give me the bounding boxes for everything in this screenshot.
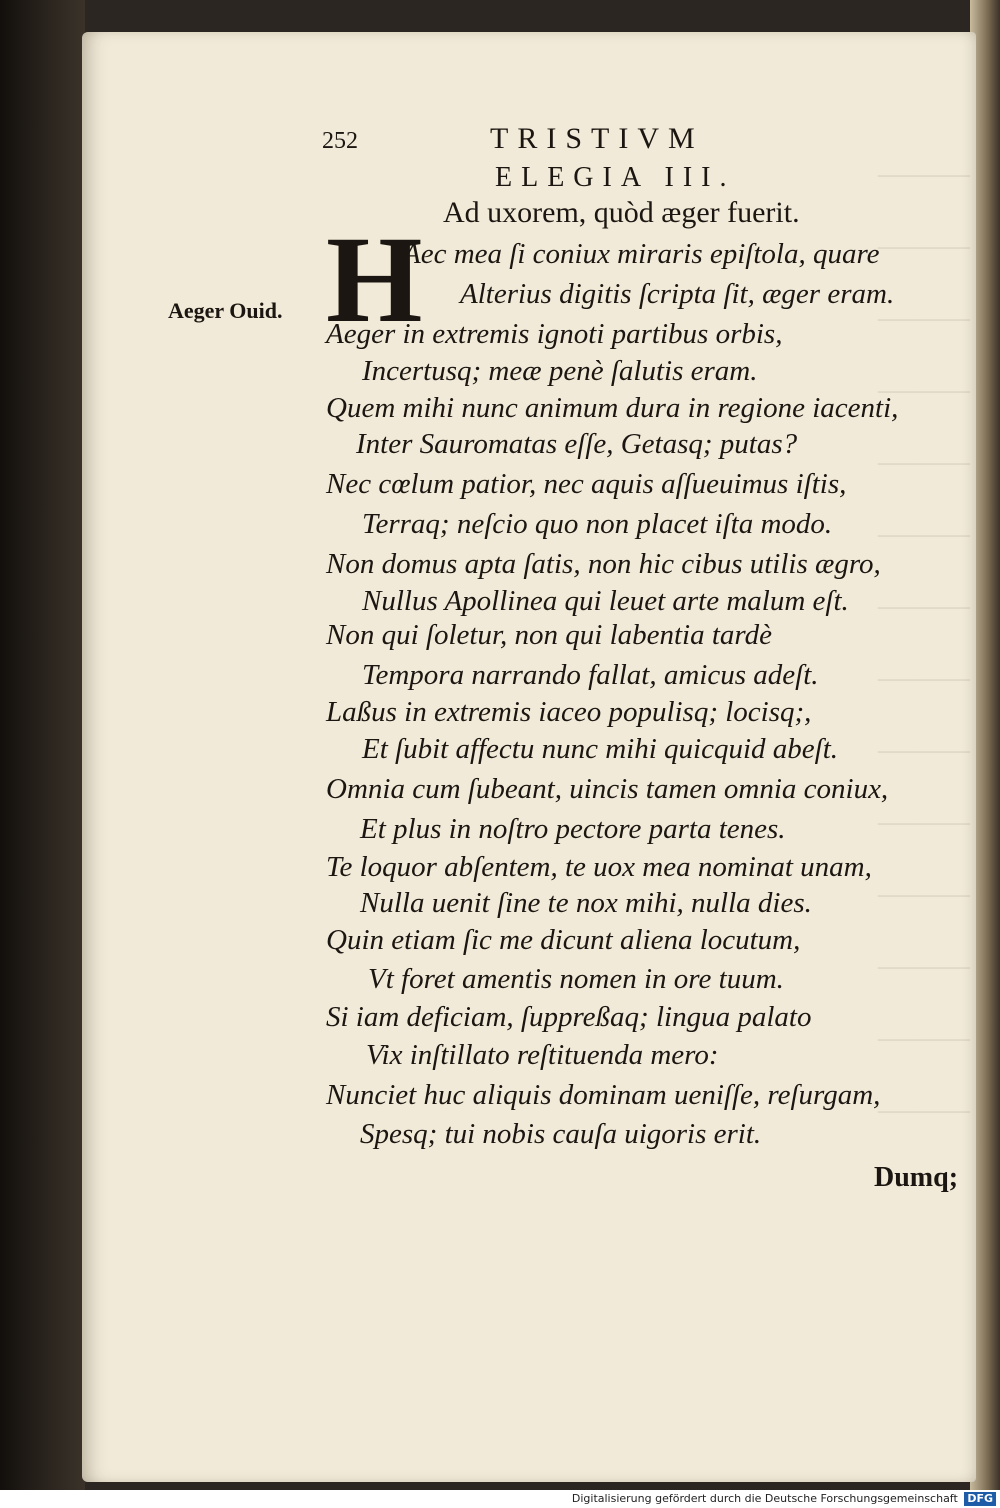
verse-line: Vt foret amentis nomen in ore tuum.	[368, 963, 784, 995]
digitization-footer	[0, 1490, 1000, 1508]
verse-line: Terraq; neſcio quo non placet iſta modo.	[362, 508, 833, 540]
verse-line: Nec cœlum patior, nec aquis aſſueuimus iſtis,	[326, 468, 847, 500]
verse-line: Omnia cum ſubeant, uincis tamen omnia coniux,	[326, 773, 889, 805]
verse-line: Quem mihi nunc animum dura in regione iacenti,	[326, 392, 899, 424]
verse-line: Quin etiam ſic me dicunt aliena locutum,	[326, 924, 801, 956]
elegy-heading: ELEGIA III.	[495, 162, 736, 193]
verse-line: Non qui ſoletur, non qui labentia tardè	[326, 619, 773, 651]
verse-line: Nullus Apollinea qui leuet arte malum eſt.	[362, 585, 849, 617]
book-spine	[0, 0, 85, 1490]
verse-line: Spesq; tui nobis cauſa uigoris erit.	[360, 1118, 762, 1150]
verse-line: Aec mea ſi coniux miraris epiſtola, quare	[403, 238, 880, 270]
marginal-note: Aeger Ouid.	[168, 298, 283, 323]
verse-line: Nunciet huc aliquis dominam ueniſſe, reſurgam,	[326, 1079, 881, 1111]
drop-cap: H	[326, 211, 423, 348]
verse-line: Laßus in extremis iaceo populisq; locisq;,	[326, 696, 812, 728]
dfg-logo: DFG	[964, 1492, 996, 1506]
running-head: TRISTIVM	[490, 122, 704, 155]
verse-line: Inter Sauromatas eſſe, Getasq; putas?	[356, 428, 798, 460]
verse-line: Vix inſtillato reſtituenda mero:	[366, 1039, 719, 1071]
verse-line: Alterius digitis ſcripta ſit, æger eram.	[460, 278, 895, 310]
verse-line: Si iam deficiam, ſuppreßaq; lingua palato	[326, 1001, 812, 1033]
verse-line: Et plus in noſtro pectore parta tenes.	[360, 813, 786, 845]
verse-line: Te loquor abſentem, te uox mea nominat unam,	[326, 851, 872, 883]
verse-line: Nulla uenit ſine te nox mihi, nulla dies.	[360, 887, 812, 919]
verse-line: Incertusq; meæ penè ſalutis eram.	[362, 355, 758, 387]
verse-line: Non domus apta ſatis, non hic cibus utilis ægro,	[326, 548, 881, 580]
verse-line: Aeger in extremis ignoti partibus orbis,	[326, 318, 783, 350]
verse-line: Tempora narrando fallat, amicus adeſt.	[362, 659, 819, 691]
catchword: Dumq;	[874, 1162, 959, 1193]
footer-text: Digitalisierung gefördert durch die Deutsche Forschungsgemeinschaft	[571, 1492, 958, 1505]
page-number: 252	[322, 128, 358, 154]
verse-line: Et ſubit affectu nunc mihi quicquid abeſt.	[362, 733, 839, 765]
elegy-subtitle: Ad uxorem, quòd æger fuerit.	[443, 196, 800, 229]
